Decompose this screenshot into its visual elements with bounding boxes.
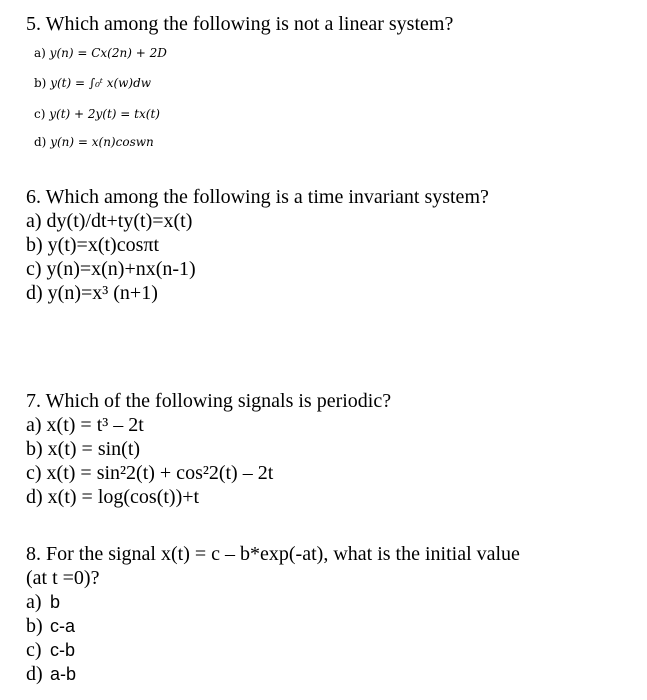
- option-text: y(t) + 2y(t) = tx(t): [49, 107, 160, 121]
- option-text: a-b: [50, 664, 77, 684]
- question-7-option-a: a) x(t) = t³ – 2t: [26, 414, 144, 436]
- question-6: [26, 185, 637, 305]
- question-7-option-d: d) x(t) = log(cos(t))+t: [26, 486, 200, 508]
- question-5-option-a: [34, 46, 167, 60]
- question-8-title-cont: (at t =0)?: [26, 567, 100, 589]
- option-text: y(n) = Cx(2n) + 2D: [49, 46, 167, 60]
- option-letter: c): [34, 107, 46, 121]
- question-8: [26, 542, 637, 686]
- question-5-option-b: [34, 76, 151, 90]
- question-8-option-d: [26, 662, 637, 686]
- option-text: b: [50, 592, 61, 612]
- question-7-option-c: c) x(t) = sin²2(t) + cos²2(t) – 2t: [26, 462, 274, 484]
- question-7-title: 7. Which of the following signals is periodic?: [26, 390, 392, 412]
- option-letter: c): [26, 639, 42, 661]
- option-letter: d): [34, 135, 47, 149]
- question-6-option-d: d) y(n)=x³ (n+1): [26, 282, 158, 304]
- question-5-option-d: [34, 135, 154, 149]
- question-6-option-c: c) y(n)=x(n)+nx(n-1): [26, 258, 196, 280]
- question-5-option-c: [34, 107, 160, 121]
- option-text: c-a: [50, 616, 76, 636]
- question-6-option-b: b) y(t)=x(t)cosπt: [26, 234, 160, 256]
- question-6-option-a: a) dy(t)/dt+ty(t)=x(t): [26, 210, 193, 232]
- question-6-title: 6. Which among the following is a time invariant system?: [26, 186, 489, 208]
- question-5: [26, 12, 637, 149]
- question-8-title: 8. For the signal x(t) = c – b*exp(-at), what is the initial value: [26, 543, 520, 565]
- question-8-option-c: [26, 638, 637, 662]
- option-text: c-b: [50, 640, 76, 660]
- option-letter: b): [34, 76, 47, 90]
- option-letter: a): [26, 591, 42, 613]
- option-text: y(n) = x(n)coswn: [50, 135, 154, 149]
- question-7-option-b: b) x(t) = sin(t): [26, 438, 141, 460]
- question-8-option-b: [26, 614, 637, 638]
- question-8-option-a: [26, 590, 637, 614]
- option-letter: a): [34, 46, 46, 60]
- question-5-title: 5. Which among the following is not a linear system?: [26, 13, 454, 35]
- question-7: [26, 389, 637, 509]
- option-letter: b): [26, 615, 43, 637]
- option-text: y(t) = ∫₀ᵗ x(w)dw: [50, 76, 152, 90]
- option-letter: d): [26, 663, 43, 685]
